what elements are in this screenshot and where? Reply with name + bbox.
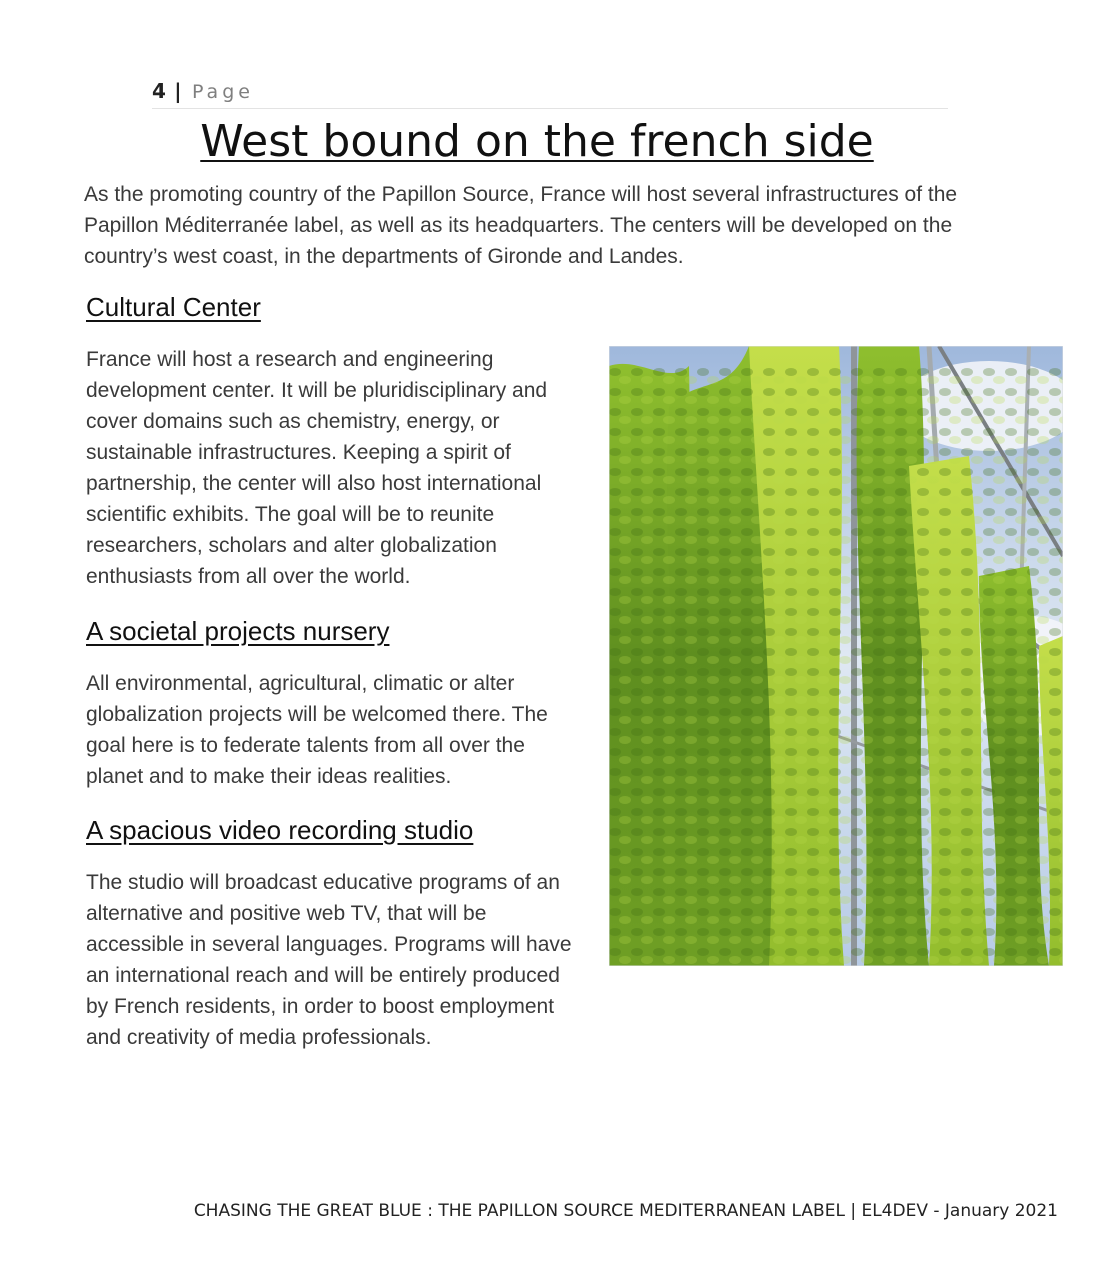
section-text-recording-studio: The studio will broadcast educative programs of an alternative and positive web TV, that will be accessible in several languages. Programs will have an international reach and will be entirely produced by French residents, in order to boost employment and creativity of media professionals. — [86, 871, 572, 1049]
page-footer: CHASING THE GREAT BLUE : THE PAPILLON SOURCE MEDITERRANEAN LABEL | EL4DEV - January 2021 — [193, 1201, 1058, 1221]
section-heading-recording-studio: A spacious video recording studio — [86, 815, 474, 845]
page-label: Page — [191, 81, 254, 103]
intro-paragraph: As the promoting country of the Papillon Source, France will host several infrastructures of the Papillon Méditerranée label, as well as its headquarters. The centers will be developed on the country’s west coast, in the departments of Gironde and Landes. — [84, 183, 958, 268]
page-header — [152, 78, 948, 109]
section-text-projects-nursery: All environmental, agricultural, climatic or alter globalization projects will be welcomed there. The goal here is to federate talents from all over the planet and to make their ideas realities. — [86, 672, 548, 788]
page-title: West bound on the french side — [200, 116, 874, 167]
section-text-cultural-center: France will host a research and engineering development center. It will be pluridisciplinary and cover domains such as chemistry, energy, or sustainable infrastructures. Keeping a spirit of partnership, the center will also host international scientific exhibits. The goal will be to reunite researchers, scholars and alter globalization enthusiasts from all over the world. — [86, 348, 548, 588]
section-heading-projects-nursery: A societal projects nursery — [86, 616, 390, 646]
section-heading-cultural-center: Cultural Center — [86, 292, 261, 322]
page-number: 4 — [152, 79, 166, 103]
page-separator: | — [174, 79, 182, 103]
vines-on-trellis-photo — [609, 346, 1063, 966]
